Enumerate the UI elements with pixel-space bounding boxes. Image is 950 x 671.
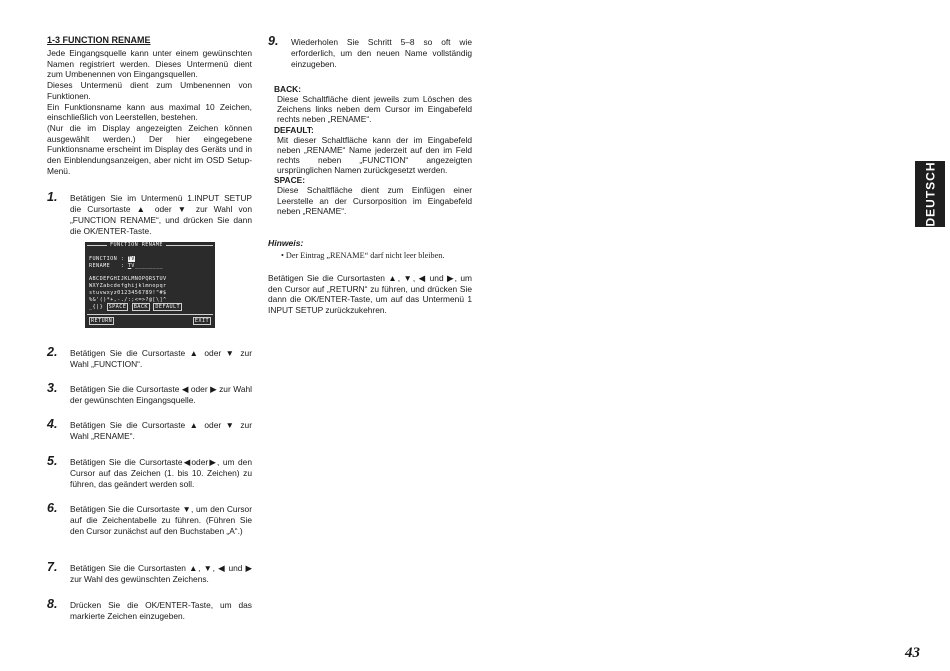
step-number: 2. (47, 345, 58, 359)
step-number: 9. (268, 34, 279, 48)
osd-char-row-5 (89, 304, 182, 310)
osd-rename-row (89, 263, 163, 269)
language-tab-label: DEUTSCH (923, 161, 938, 227)
closing-text: Betätigen Sie die Cursortasten ▲, ▼, ◀ und ▶, um den Cursor auf „RETURN“ zu führen, und drücken Sie dann die OK/ENTER-Taste, um auf das Untermenü 1 INPUT SETUP zurückzukehren. (268, 273, 472, 316)
step-text: Betätigen Sie die Cursortaste ▼, um den Cursor auf die Zeichentabelle zu führen. (Führen Sie den Cursor zunächst auf den Buchstaben „A“.) (70, 504, 252, 536)
hinweis-note-text: Der Eintrag „RENAME“ darf nicht leer bleiben. (285, 251, 445, 260)
intro-paragraph: Dieses Untermenü dient zum Umbenennen von Funktionen. (47, 80, 252, 101)
space-description: Diese Schaltfläche dient zum Einfügen einer Leerstelle an der Cursorposition im Eingabefeld neben „RENAME“. (277, 185, 472, 216)
step-6 (47, 501, 252, 537)
step-text: Betätigen Sie im Untermenü 1.INPUT SETUP die Cursortaste ▲ oder ▼ zur Wahl von „FUNCTION RENAME“, und drücken Sie dann die OK/ENTER-Taste. (70, 193, 252, 236)
step-text: Betätigen Sie die Cursortaste ▲ oder ▼ zur Wahl „RENAME“. (70, 420, 252, 441)
button-descriptions (274, 84, 472, 216)
osd-return-button: RETURN (91, 318, 113, 324)
step-2 (47, 345, 252, 370)
osd-space-button: SPACE (108, 304, 127, 310)
osd-char-row: stuvwxyz0123456789!"#$ (89, 290, 167, 296)
osd-function-row (89, 256, 135, 262)
osd-rename-label: RENAME : (89, 263, 125, 269)
step-number: 8. (47, 597, 58, 611)
osd-exit-button: EXIT (194, 318, 209, 324)
step-5 (47, 454, 252, 490)
step-1 (47, 190, 252, 237)
osd-default-button: DEFAULT (155, 304, 181, 310)
step-text: Betätigen Sie die Cursortaste◀oder▶, um den Cursor auf das Zeichen (1. bis 10. Zeichen) zu führen, das geändert werden soll. (70, 457, 252, 489)
osd-rename-first: T (127, 263, 132, 269)
osd-exit-row (193, 318, 211, 324)
step-number: 6. (47, 501, 58, 515)
intro-paragraph: (Nur die im Display angezeigten Zeichen können ausgewählt werden.) Der hier eingegebene Funktionsname erscheint im Display des Geräts und in den Einblendungsanzeigen, aber nicht im OSD Setup-Menü. (47, 122, 252, 176)
section-title: 1-3 FUNCTION RENAME (47, 35, 151, 45)
step-8 (47, 597, 252, 622)
intro-paragraph: Jede Eingangsquelle kann unter einem gewünschten Namen registriert werden. Dieses Untermenü dient zum Umbenennen von Eingangsquellen. (47, 48, 252, 80)
default-description: Mit dieser Schaltfläche kann der im Eingabefeld neben „RENAME“ Name jederzeit auf den im Feld rechts neben „FUNCTION“ angezeigten ursprünglichen Namen zurückgesetzt werden. (277, 134, 472, 176)
osd-divider (87, 314, 213, 315)
osd-char-row: ABCDEFGHIJKLMNOPQRSTUV (89, 276, 167, 282)
osd-header: FUNCTION RENAME (107, 242, 166, 248)
step-text: Drücken Sie die OK/ENTER-Taste, um das markierte Zeichen einzugeben. (70, 600, 252, 621)
step-number: 5. (47, 454, 58, 468)
back-heading: BACK: (274, 84, 301, 94)
hinweis-title: Hinweis: (268, 238, 304, 248)
step-text: Betätigen Sie die Cursortaste ▲ oder ▼ zur Wahl „FUNCTION“. (70, 348, 252, 369)
osd-char-row: WXYZabcdefghijklmnopqr (89, 283, 167, 289)
step-number: 3. (47, 381, 58, 395)
step-text: Betätigen Sie die Cursortasten ▲, ▼, ◀ und ▶ zur Wahl des gewünschten Zeichens. (70, 563, 252, 584)
osd-bottom-row (89, 318, 114, 324)
step-9 (268, 34, 472, 70)
step-text: Wiederholen Sie Schritt 5–8 so oft wie erforderlich, um den neuen Name vollständig einzugeben. (291, 37, 472, 69)
intro-text (47, 48, 252, 176)
step-number: 7. (47, 560, 58, 574)
step-number: 1. (47, 190, 58, 204)
osd-function-label: FUNCTION : (89, 256, 125, 262)
osd-back-button: BACK (133, 304, 148, 310)
step-4 (47, 417, 252, 442)
step-7 (47, 560, 252, 585)
osd-rename-rest: V________ (131, 263, 164, 269)
step-number: 4. (47, 417, 58, 431)
step-3 (47, 381, 252, 406)
intro-paragraph: Ein Funktionsname kann aus maximal 10 Zeichen, einschließlich von Leerstellen, bestehen. (47, 101, 252, 123)
osd-rename-screen (85, 242, 215, 328)
osd-char-row: %&'()*+,-./:;<=>?@[\]^ (89, 297, 167, 303)
osd-chars: _{|} (89, 304, 104, 310)
osd-function-value: TV (127, 256, 135, 262)
page-number: 43 (905, 645, 920, 661)
back-description: Diese Schaltfläche dient jeweils zum Löschen des Zeichens links neben dem Cursor im Eingabefeld rechts neben „RENAME“. (277, 94, 472, 125)
hinweis-note: • Der Eintrag „RENAME“ darf nicht leer bleiben. (281, 251, 445, 260)
space-heading: SPACE: (274, 175, 306, 186)
step-text: Betätigen Sie die Cursortaste ◀ oder ▶ zur Wahl der gewünschten Eingangsquelle. (70, 384, 252, 405)
language-tab (915, 161, 945, 227)
default-heading: DEFAULT: (274, 124, 314, 135)
